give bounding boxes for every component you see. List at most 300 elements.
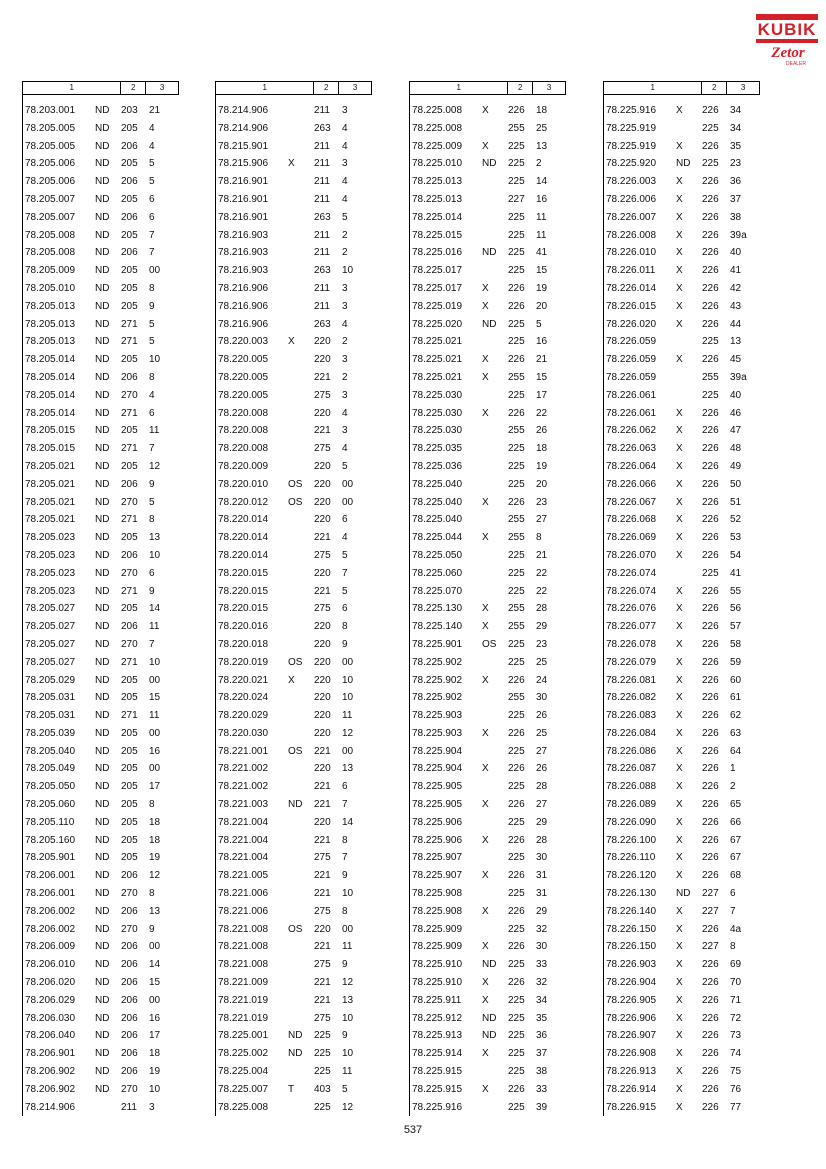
part-number: 78.205.013 (25, 318, 76, 330)
page-ref: 211 (314, 282, 330, 294)
table-row (410, 849, 566, 867)
part-number: 78.226.130 (606, 888, 657, 900)
part-number: 78.205.027 (25, 621, 76, 633)
page-ref: 271 (121, 514, 138, 526)
position-ref: 00 (149, 994, 161, 1006)
position-ref: 8 (149, 799, 155, 811)
position-ref: 11 (149, 621, 160, 633)
page-ref: 205 (121, 781, 138, 793)
position-ref: 22 (536, 407, 548, 419)
table-row (216, 974, 372, 992)
part-code: ND (95, 674, 110, 686)
page-ref: 226 (508, 870, 525, 882)
page-ref: 226 (508, 282, 525, 294)
table-row (410, 494, 566, 512)
page-ref: 226 (508, 496, 525, 508)
position-ref: 46 (730, 407, 742, 419)
table-row (216, 583, 372, 601)
position-ref: 5 (149, 336, 155, 348)
table-row (410, 387, 566, 405)
part-code: X (676, 692, 683, 704)
table-row (604, 885, 760, 903)
page-ref: 205 (121, 300, 138, 312)
table-row (410, 209, 566, 227)
part-code: X (676, 870, 683, 882)
position-ref: 3 (149, 1101, 155, 1113)
page-ref: 205 (121, 834, 138, 846)
page-ref: 226 (702, 496, 719, 508)
table-row (410, 1010, 566, 1028)
part-code: ND (482, 1012, 497, 1024)
page-ref: 226 (508, 977, 525, 989)
part-code: X (482, 977, 489, 989)
page-ref: 206 (121, 1012, 138, 1024)
part-number: 78.225.915 (412, 1066, 463, 1078)
part-number: 78.206.030 (25, 1012, 76, 1024)
table-row (604, 867, 760, 885)
position-ref: 11 (536, 211, 547, 223)
part-code: ND (95, 105, 110, 116)
table-row (23, 1081, 179, 1099)
position-ref: 32 (536, 977, 548, 989)
page-ref: 211 (314, 176, 330, 188)
page-ref: 263 (314, 318, 331, 330)
page-ref: 270 (121, 638, 138, 650)
position-ref: 1 (730, 763, 736, 775)
position-ref: 34 (730, 122, 742, 134)
part-number: 78.226.061 (606, 389, 657, 401)
part-number: 78.225.901 (412, 638, 463, 650)
position-ref: 7 (149, 247, 155, 259)
page-ref: 225 (508, 443, 525, 455)
table-row (216, 440, 372, 458)
position-ref: 4 (149, 140, 155, 152)
table-row (604, 1099, 760, 1117)
part-number: 78.221.002 (218, 763, 269, 775)
part-code: ND (95, 959, 110, 971)
position-ref: 7 (342, 567, 348, 579)
position-ref: 7 (149, 638, 155, 650)
page-ref: 211 (314, 247, 330, 259)
part-code (288, 209, 314, 227)
position-ref: 12 (342, 1101, 354, 1113)
page-ref: 226 (702, 532, 719, 544)
part-code: X (482, 282, 489, 294)
position-ref: 18 (149, 816, 161, 828)
part-code: OS (288, 745, 303, 757)
table-row (410, 369, 566, 387)
position-ref: 28 (536, 834, 548, 846)
part-code: ND (95, 1030, 110, 1042)
part-code (288, 974, 314, 992)
part-number: 78.225.910 (412, 977, 463, 989)
table-row (410, 298, 566, 316)
position-ref: 2 (342, 336, 348, 348)
part-code (288, 636, 314, 654)
position-ref: 27 (536, 514, 548, 526)
part-code: ND (95, 781, 110, 793)
header-cell: 2 (120, 82, 145, 94)
table-row (23, 903, 179, 921)
part-number: 78.220.014 (218, 514, 269, 526)
part-number: 78.226.150 (606, 941, 657, 953)
part-number: 78.216.903 (218, 247, 269, 259)
table-row (604, 1063, 760, 1081)
position-ref: 24 (536, 674, 548, 686)
part-code: ND (95, 710, 110, 722)
part-number: 78.205.027 (25, 638, 76, 650)
page-ref: 271 (121, 336, 138, 348)
page-ref: 226 (702, 994, 719, 1006)
table-row (604, 547, 760, 565)
page-ref: 275 (314, 549, 331, 561)
part-number: 78.226.907 (606, 1030, 657, 1042)
part-number: 78.225.915 (412, 1083, 463, 1095)
part-code (288, 1099, 314, 1117)
part-number: 78.226.062 (606, 425, 657, 437)
part-number: 78.225.916 (606, 105, 657, 116)
part-number: 78.220.030 (218, 727, 269, 739)
part-code (482, 191, 508, 209)
part-code: X (676, 603, 683, 615)
page-ref: 226 (508, 300, 525, 312)
position-ref: 9 (149, 923, 155, 935)
page-ref: 275 (314, 959, 331, 971)
part-number: 78.221.019 (218, 994, 269, 1006)
page-ref: 226 (702, 460, 719, 472)
position-ref: 52 (730, 514, 742, 526)
header-cell: 1 (69, 83, 74, 92)
position-ref: 39a (730, 229, 747, 241)
header-cell: 1 (262, 83, 267, 92)
table-row (216, 689, 372, 707)
part-number: 78.225.021 (412, 336, 463, 348)
page-ref: 263 (314, 122, 331, 134)
header-cell: 3 (145, 82, 178, 94)
table-row (216, 903, 372, 921)
table-row (23, 600, 179, 618)
table-row (410, 725, 566, 743)
page-ref: 226 (702, 870, 719, 882)
part-code (288, 849, 314, 867)
table-row (216, 814, 372, 832)
table-row (604, 743, 760, 761)
part-code (288, 1063, 314, 1081)
page-ref: 225 (508, 959, 525, 971)
logo-kubik-text: KUBIK (757, 20, 817, 39)
part-number: 78.225.008 (412, 122, 463, 134)
position-ref: 34 (536, 994, 548, 1006)
part-code (288, 227, 314, 245)
part-number: 78.225.909 (412, 941, 463, 953)
part-number: 78.221.005 (218, 870, 269, 882)
table-row (604, 974, 760, 992)
table-row (23, 102, 179, 120)
position-ref: 41 (730, 567, 742, 579)
position-ref: 4 (342, 407, 348, 419)
part-number: 78.225.044 (412, 532, 463, 544)
part-code: ND (95, 140, 110, 152)
part-code: ND (676, 158, 691, 170)
row-list (410, 102, 566, 1116)
position-ref: 10 (342, 265, 354, 277)
table-row (410, 832, 566, 850)
position-ref: 41 (730, 265, 742, 277)
part-code (288, 351, 314, 369)
page-ref: 271 (121, 443, 138, 455)
header-cell: 3 (338, 82, 371, 94)
page-ref: 225 (508, 460, 525, 472)
part-number: 78.205.110 (25, 816, 75, 828)
part-code: X (482, 105, 489, 116)
part-number: 78.226.066 (606, 478, 657, 490)
page-ref: 227 (508, 193, 525, 205)
position-ref: 6 (149, 211, 155, 223)
position-ref: 45 (730, 354, 742, 366)
table-row (23, 387, 179, 405)
position-ref: 14 (149, 959, 161, 971)
part-code (288, 689, 314, 707)
part-number: 78.220.003 (218, 336, 269, 348)
page-ref: 226 (508, 354, 525, 366)
page-ref: 206 (121, 211, 138, 223)
position-ref: 3 (342, 425, 348, 437)
part-code: X (676, 1066, 683, 1078)
table-row (410, 992, 566, 1010)
part-number: 78.225.907 (412, 870, 463, 882)
page-ref: 220 (314, 496, 331, 508)
table-row (410, 974, 566, 992)
page-ref: 225 (508, 1048, 525, 1060)
position-ref: 10 (342, 692, 354, 704)
position-ref: 7 (730, 905, 736, 917)
part-number: 78.226.007 (606, 211, 657, 223)
position-ref: 12 (342, 977, 354, 989)
part-code: X (482, 799, 489, 811)
table-row (410, 405, 566, 423)
part-number: 78.225.912 (412, 1012, 463, 1024)
position-ref: 57 (730, 621, 742, 633)
table-row (410, 956, 566, 974)
page-ref: 225 (508, 1030, 525, 1042)
position-ref: 3 (342, 300, 348, 312)
page-ref: 403 (314, 1083, 331, 1095)
page-ref: 255 (508, 692, 525, 704)
page-ref: 226 (702, 959, 719, 971)
position-ref: 17 (149, 781, 161, 793)
page-ref: 226 (702, 265, 719, 277)
table-row (604, 707, 760, 725)
part-code: X (676, 585, 683, 597)
part-number: 78.225.914 (412, 1048, 463, 1060)
part-number: 78.220.029 (218, 710, 269, 722)
table-row (216, 760, 372, 778)
table-row (23, 351, 179, 369)
page-ref: 225 (508, 549, 525, 561)
table-row (216, 707, 372, 725)
table-row (23, 1099, 179, 1117)
part-number: 78.221.008 (218, 959, 269, 971)
part-number: 78.226.059 (606, 371, 657, 383)
page-ref: 225 (508, 229, 525, 241)
table-row (216, 992, 372, 1010)
table-row (216, 244, 372, 262)
table-row (216, 511, 372, 529)
page-ref: 226 (702, 585, 719, 597)
part-code: X (482, 371, 489, 383)
part-number: 78.225.021 (412, 371, 463, 383)
page-ref: 225 (314, 1066, 331, 1078)
table-row (410, 191, 566, 209)
table-row (23, 618, 179, 636)
page-ref: 221 (314, 425, 331, 437)
part-code: X (482, 994, 489, 1006)
part-number: 78.225.908 (412, 888, 463, 900)
page-ref: 206 (121, 959, 138, 971)
part-code: ND (95, 621, 110, 633)
page-ref: 226 (702, 763, 719, 775)
part-code (288, 760, 314, 778)
part-code: X (676, 959, 683, 971)
page-ref: 275 (314, 852, 331, 864)
page-ref: 221 (314, 745, 331, 757)
part-number: 78.225.040 (412, 478, 463, 490)
table-row (23, 280, 179, 298)
position-ref: 21 (149, 105, 161, 116)
page-ref: 225 (508, 211, 525, 223)
part-number: 78.214.906 (25, 1101, 76, 1113)
position-ref: 11 (342, 941, 353, 953)
position-ref: 6 (149, 567, 155, 579)
position-ref: 4 (342, 140, 348, 152)
part-number: 78.225.070 (412, 585, 463, 597)
page-ref: 221 (314, 532, 331, 544)
part-code (482, 583, 508, 601)
page-ref: 225 (508, 656, 525, 668)
part-code (482, 654, 508, 672)
position-ref: 4 (149, 389, 155, 401)
part-code: X (482, 621, 489, 633)
page-ref: 220 (314, 816, 331, 828)
page-ref: 226 (702, 816, 719, 828)
part-code: ND (95, 176, 110, 188)
position-ref: 16 (536, 336, 548, 348)
part-number: 78.225.015 (412, 229, 463, 241)
position-ref: 00 (149, 727, 161, 739)
part-number: 78.216.903 (218, 265, 269, 277)
page-ref: 206 (121, 621, 138, 633)
position-ref: 28 (536, 781, 548, 793)
page-ref: 225 (508, 1101, 525, 1113)
page-ref: 220 (314, 763, 331, 775)
part-code: ND (95, 1083, 110, 1095)
part-number: 78.205.008 (25, 229, 76, 241)
position-ref: 22 (536, 585, 548, 597)
part-code: X (676, 763, 683, 775)
table-row (23, 725, 179, 743)
table-row (410, 1027, 566, 1045)
page-ref: 226 (702, 834, 719, 846)
part-number: 78.225.902 (412, 656, 463, 668)
table-row (23, 1010, 179, 1028)
position-ref: 68 (730, 870, 742, 882)
part-code: ND (482, 247, 497, 259)
part-number: 78.205.039 (25, 727, 76, 739)
part-code (288, 316, 314, 334)
table-row (604, 832, 760, 850)
part-code (288, 547, 314, 565)
part-number: 78.226.081 (606, 674, 657, 686)
row-list (604, 102, 760, 1116)
page-ref: 220 (314, 656, 331, 668)
part-number: 78.216.901 (218, 176, 269, 188)
position-ref: 63 (730, 727, 742, 739)
part-number: 78.205.005 (25, 140, 76, 152)
table-row (216, 316, 372, 334)
part-number: 78.220.016 (218, 621, 269, 633)
part-number: 78.205.014 (25, 407, 76, 419)
part-code: ND (95, 371, 110, 383)
part-code: OS (288, 656, 303, 668)
page-ref: 205 (121, 532, 138, 544)
part-number: 78.205.008 (25, 247, 76, 259)
part-code (482, 422, 508, 440)
table-row (216, 227, 372, 245)
page-ref: 226 (702, 140, 719, 152)
part-code: X (676, 638, 683, 650)
part-code (288, 885, 314, 903)
position-ref: 44 (730, 318, 742, 330)
part-number: 78.220.024 (218, 692, 269, 704)
position-ref: 29 (536, 816, 548, 828)
table-row (604, 138, 760, 156)
part-number: 78.225.050 (412, 549, 463, 561)
part-number: 78.226.906 (606, 1012, 657, 1024)
position-ref: 5 (149, 176, 155, 188)
part-number: 78.225.906 (412, 834, 463, 846)
position-ref: 20 (536, 478, 548, 490)
page-ref: 275 (314, 603, 331, 615)
position-ref: 60 (730, 674, 742, 686)
table-row (604, 227, 760, 245)
page-ref: 226 (508, 763, 525, 775)
table-row (216, 155, 372, 173)
table-row (23, 1045, 179, 1063)
position-ref: 35 (730, 140, 742, 152)
part-code (288, 138, 314, 156)
part-code: X (288, 336, 295, 348)
table-row (216, 298, 372, 316)
part-number: 78.206.009 (25, 941, 76, 953)
part-number: 78.206.029 (25, 994, 76, 1006)
table-row (216, 209, 372, 227)
part-number: 78.225.905 (412, 799, 463, 811)
part-code: X (676, 265, 683, 277)
part-number: 78.226.083 (606, 710, 657, 722)
position-ref: 11 (149, 425, 160, 437)
part-code (482, 1063, 508, 1081)
part-code (482, 565, 508, 583)
table-row (410, 262, 566, 280)
table-row (216, 476, 372, 494)
page-ref: 205 (121, 727, 138, 739)
part-code: X (676, 496, 683, 508)
table-row (604, 209, 760, 227)
position-ref: 11 (149, 710, 160, 722)
part-number: 78.220.021 (218, 674, 269, 686)
table-row (604, 316, 760, 334)
position-ref: 19 (536, 460, 548, 472)
